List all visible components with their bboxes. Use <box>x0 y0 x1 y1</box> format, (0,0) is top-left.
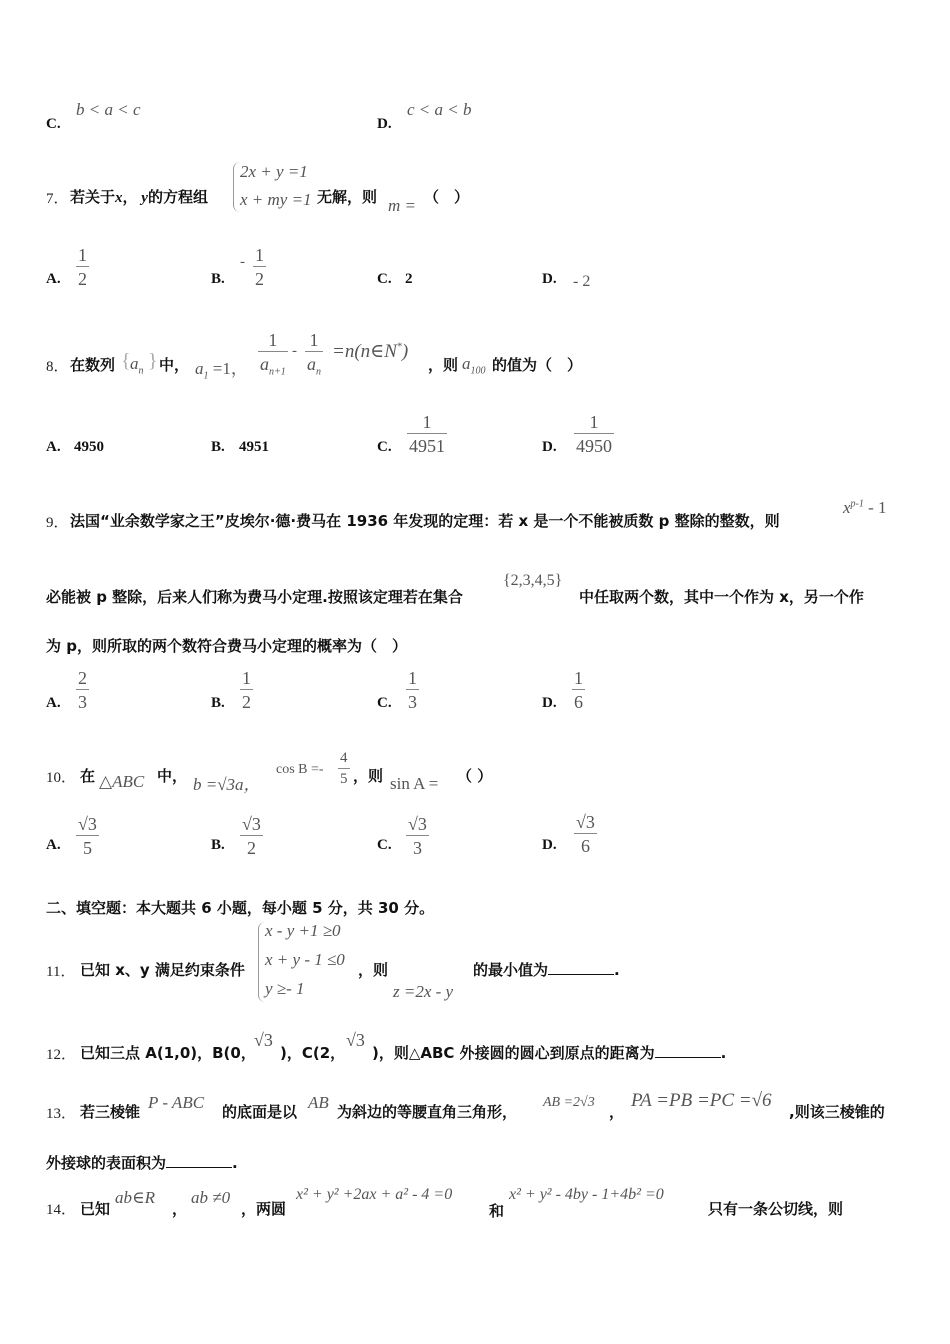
question-text: 中， <box>157 767 188 785</box>
option-label: D. <box>542 439 557 455</box>
question-text: ,则该三棱锥的 <box>789 1103 885 1121</box>
sqrt-3: √3 <box>346 1030 365 1050</box>
option-value: 4950 <box>74 439 104 455</box>
target-term: $a_{100}$ <box>462 354 486 377</box>
question-ask: sin A = <box>390 774 439 793</box>
question-text: 为斜边的等腰直角三角形， <box>337 1103 518 1121</box>
question-text: 无解，则 <box>317 188 378 206</box>
condition-cos-b: cos B =- <box>276 762 324 777</box>
option-fraction: √3 5 <box>78 814 97 858</box>
question-text: 在数列 <box>70 356 116 374</box>
left-brace-icon <box>258 922 265 1002</box>
condition-ab-real: ab∈R <box>115 1188 155 1207</box>
option-fraction: √3 3 <box>408 814 427 858</box>
brace-open: { <box>121 350 131 372</box>
question-number: 13． <box>46 1106 77 1122</box>
pyramid-name: P - ABC <box>148 1093 205 1112</box>
question-ask: m = <box>388 196 416 215</box>
constraint-2: x + y - 1 ≤0 <box>265 950 345 969</box>
question-text: ，则 <box>428 356 459 374</box>
circle-equation-1: x² + y² +2ax + a² - 4 =0 <box>296 1186 453 1203</box>
set-expression: {2,3,4,5} <box>503 572 563 589</box>
question-text: )，C(2， <box>280 1044 346 1062</box>
question-text: 已知 <box>80 1200 111 1218</box>
sqrt-3: √3 <box>254 1030 273 1050</box>
question-line-2a: 必能被 p 整除，后来人们称为费马小定理.按照该定理若在集合 <box>46 588 463 606</box>
question-text: 只有一条公切线，则 <box>708 1200 844 1218</box>
triangle-abc: △ABC <box>99 772 145 791</box>
option-fraction: 1 6 <box>574 668 583 712</box>
question-line-3: 为 p，则所取的两个数符合费马小定理的概率为（ ） <box>46 637 407 655</box>
condition-ab-nonzero: ab ≠0 <box>191 1188 231 1207</box>
option-label: C. <box>46 116 61 132</box>
question-text: 已知三点 A(1,0)，B(0， <box>80 1044 256 1062</box>
question-number: 9． <box>46 515 69 531</box>
fraction-4-5: 4 5 <box>340 750 348 787</box>
question-number: 14． <box>46 1202 77 1218</box>
equation-1: 2x + y =1 <box>240 162 308 181</box>
question-number: 11． <box>46 964 76 980</box>
answer-blank[interactable] <box>655 1057 721 1058</box>
comma: ， <box>609 1103 625 1121</box>
question-number: 8． <box>46 359 69 375</box>
option-label: D. <box>377 116 392 132</box>
minus-sign: - <box>292 343 297 359</box>
option-fraction: 1 4950 <box>576 412 612 456</box>
question-text: 的最小值为 . <box>473 961 620 979</box>
question-text: 中， <box>159 356 190 374</box>
condition-pa-pb-pc: PA =PB =PC =√6 <box>631 1090 772 1111</box>
question-text-line-2: 外接球的表面积为 . <box>46 1154 238 1172</box>
fraction-1-over-a-n: 1 $a_n$ <box>307 330 321 378</box>
question-text: 和 <box>489 1202 505 1220</box>
constraint-3: y ≥- 1 <box>265 979 305 998</box>
option-label: A. <box>46 439 61 455</box>
option-label: A. <box>46 271 61 287</box>
option-label: C. <box>377 837 392 853</box>
question-text: 已知 x、y 满足约束条件 <box>80 961 245 979</box>
question-line-1: 法国“业余数学家之王”皮埃尔·德·费马在 1936 年发现的定理：若 x 是一个不能被质数 p 整除的整数，则 <box>70 512 780 530</box>
condition-b: b =√3a， <box>193 775 261 794</box>
option-expr: b < a < c <box>76 100 141 119</box>
option-fraction: 2 3 <box>78 668 87 712</box>
question-number: 7． <box>46 191 69 207</box>
answer-blank[interactable] <box>166 1167 232 1168</box>
answer-paren: （ ） <box>457 767 493 785</box>
question-text: 若三棱锥 <box>80 1103 141 1121</box>
section-heading: 二、填空题：本大题共 6 小题，每小题 5 分，共 30 分。 <box>46 899 435 917</box>
question-text: ，则 <box>353 767 384 785</box>
question-text: 的值为（ ） <box>492 356 583 374</box>
hypotenuse: AB <box>308 1093 329 1112</box>
condition-ab: AB =2√3 <box>543 1095 595 1110</box>
question-text: ，两圆 <box>241 1200 287 1218</box>
option-value: - 2 <box>573 273 591 290</box>
option-fraction: 1 2 <box>255 245 264 289</box>
question-number: 12． <box>46 1047 77 1063</box>
answer-paren: （ ） <box>424 188 470 206</box>
question-text: 若关于x， y的方程组 <box>70 188 208 206</box>
comma: ， <box>172 1200 188 1218</box>
question-text: 的底面是以 <box>222 1103 298 1121</box>
option-label: A. <box>46 837 61 853</box>
option-fraction: √3 2 <box>242 814 261 858</box>
option-fraction: 1 2 <box>78 245 87 289</box>
power-expression: $x^{p-1} - 1$ <box>843 498 887 517</box>
question-number: 10． <box>46 770 77 786</box>
question-text: )，则△ABC 外接圆的圆心到原点的距离为 . <box>372 1044 727 1062</box>
option-label: C. <box>377 271 392 287</box>
option-label: B. <box>211 439 225 455</box>
option-fraction: 1 2 <box>242 668 251 712</box>
option-value: 2 <box>405 271 413 287</box>
option-label: C. <box>377 695 392 711</box>
question-text: 在 <box>80 767 96 785</box>
option-fraction: 1 4951 <box>409 412 445 456</box>
equation-2: x + my =1 <box>240 190 312 209</box>
answer-blank[interactable] <box>548 974 614 975</box>
option-fraction: 1 3 <box>408 668 417 712</box>
option-label: D. <box>542 271 557 287</box>
initial-condition: $a_1 =1$， <box>195 359 248 382</box>
fraction-1-over-a-n-plus-1: 1 $a_{n+1}$ <box>260 330 286 378</box>
circle-equation-2: x² + y² - 4by - 1+4b² =0 <box>509 1186 664 1203</box>
option-label: D. <box>542 695 557 711</box>
option-label: D. <box>542 837 557 853</box>
question-line-2b: 中任取两个数，其中一个作为 x，另一个作 <box>579 588 864 606</box>
option-fraction: √3 6 <box>576 812 595 856</box>
recurrence-rhs: =n(n∈N*) <box>332 341 409 362</box>
option-label: A. <box>46 695 61 711</box>
sequence: $a_n$ <box>130 354 144 377</box>
constraint-1: x - y +1 ≥0 <box>265 921 341 940</box>
objective-function: z =2x - y <box>393 982 454 1001</box>
option-label: B. <box>211 695 225 711</box>
left-brace-icon <box>233 162 240 212</box>
option-label: C. <box>377 439 392 455</box>
minus-sign: - <box>240 254 245 270</box>
option-label: B. <box>211 837 225 853</box>
option-label: B. <box>211 271 225 287</box>
brace-close: } <box>148 350 158 372</box>
option-expr: c < a < b <box>407 100 472 119</box>
question-text: ，则 <box>358 961 389 979</box>
option-value: 4951 <box>239 439 269 455</box>
